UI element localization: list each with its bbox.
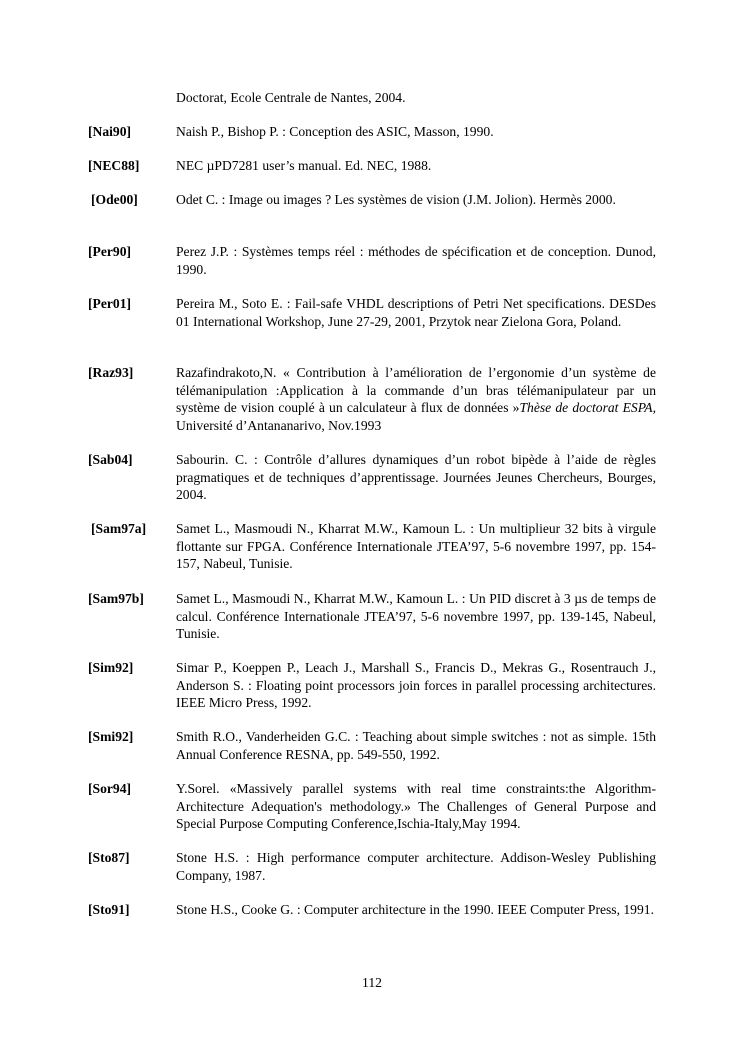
reference-text: Y.Sorel. «Massively parallel systems with real time constraints:the Algorithm-Architecture Adequation's methodology.» The Challenges of General Purpose and Special Purpose Computing Conference,Ischia-Italy,May 1994. xyxy=(176,781,656,832)
reference-key: [Nai90] xyxy=(88,124,132,139)
reference-text: Simar P., Koeppen P., Leach J., Marshall S., Francis D., Mekras G., Rosentrauch J., Anderson S. : Floating point processors join forces in parallel processing architectures. IEEE Micro Press, 1992. xyxy=(176,660,656,711)
reference-key: [Sam97a] xyxy=(91,521,147,536)
reference-text: Odet C. : Image ou images ? Les systèmes de vision (J.M. Jolion). Hermès 2000. xyxy=(176,192,616,207)
reference-key: [Sam97b] xyxy=(88,591,144,606)
reference-key: [Sim92] xyxy=(88,660,134,675)
reference-text: Samet L., Masmoudi N., Kharrat M.W., Kamoun L. : Un multiplieur 32 bits à virgule flottante sur FPGA. Conférence Internationale JTEA’97, 5-6 novembre 1997, pp. 154-157, Nabeul, Tunisie. xyxy=(176,521,656,572)
reference-text: Samet L., Masmoudi N., Kharrat M.W., Kamoun L. : Un PID discret à 3 µs de temps de calcul. Conférence Internationale JTEA’97, 5-6 novembre 1997, pp. 139-145, Nabeul, Tunisie. xyxy=(176,591,656,642)
reference-text-italic: Thèse de doctorat ESPA, xyxy=(519,400,656,416)
reference-text: Perez J.P. : Systèmes temps réel : méthodes de spécification et de conception. Dunod, 1990. xyxy=(176,244,656,277)
reference-key: [Sto87] xyxy=(88,850,130,865)
reference-key: [NEC88] xyxy=(88,158,140,173)
reference-text: NEC µPD7281 user’s manual. Ed. NEC, 1988. xyxy=(176,158,432,173)
reference-key: [Sto91] xyxy=(88,902,130,917)
reference-key: [Smi92] xyxy=(88,729,134,744)
reference-text: Doctorat, Ecole Centrale de Nantes, 2004. xyxy=(176,90,406,105)
reference-key: [Raz93] xyxy=(88,365,134,380)
reference-text: Naish P., Bishop P. : Conception des ASIC, Masson, 1990. xyxy=(176,124,494,139)
reference-text: Sabourin. C. : Contrôle d’allures dynamiques d’un robot bipède à l’aide de règles pragmatiques et de techniques d’apprentissage. Journées Jeunes Chercheurs, Bourges, 2004. xyxy=(176,452,656,503)
reference-key: [Sor94] xyxy=(88,781,132,796)
reference-key: [Per90] xyxy=(88,244,132,259)
reference-text: Stone H.S., Cooke G. : Computer architecture in the 1990. IEEE Computer Press, 1991. xyxy=(176,902,654,917)
reference-key: [Sab04] xyxy=(88,452,133,467)
reference-text: Stone H.S. : High performance computer architecture. Addison-Wesley Publishing Company, 1987. xyxy=(176,850,656,883)
reference-key: [Ode00] xyxy=(91,192,138,207)
reference-text: Pereira M., Soto E. : Fail-safe VHDL descriptions of Petri Net specifications. DESDes 01 International Workshop, June 27-29, 2001, Przytok near Zielona Gora, Poland. xyxy=(176,296,656,329)
reference-text-tail: Université d’Antananarivo, Nov.1993 xyxy=(176,417,382,433)
reference-text-main: Razafindrakoto,N. « Contribution à l’amélioration de l’ergonomie d’un système de télémanipulation :Application à la commande d’un bras télémanipulateur par un système de vision couplé à un calculateur à flux de données » xyxy=(176,365,656,416)
page-number: 112 xyxy=(362,975,382,990)
reference-text: Smith R.O., Vanderheiden G.C. : Teaching about simple switches : not as simple. 15th Annual Conference RESNA, pp. 549-550, 1992. xyxy=(176,729,656,762)
reference-text xyxy=(176,364,656,434)
reference-key: [Per01] xyxy=(88,296,132,311)
